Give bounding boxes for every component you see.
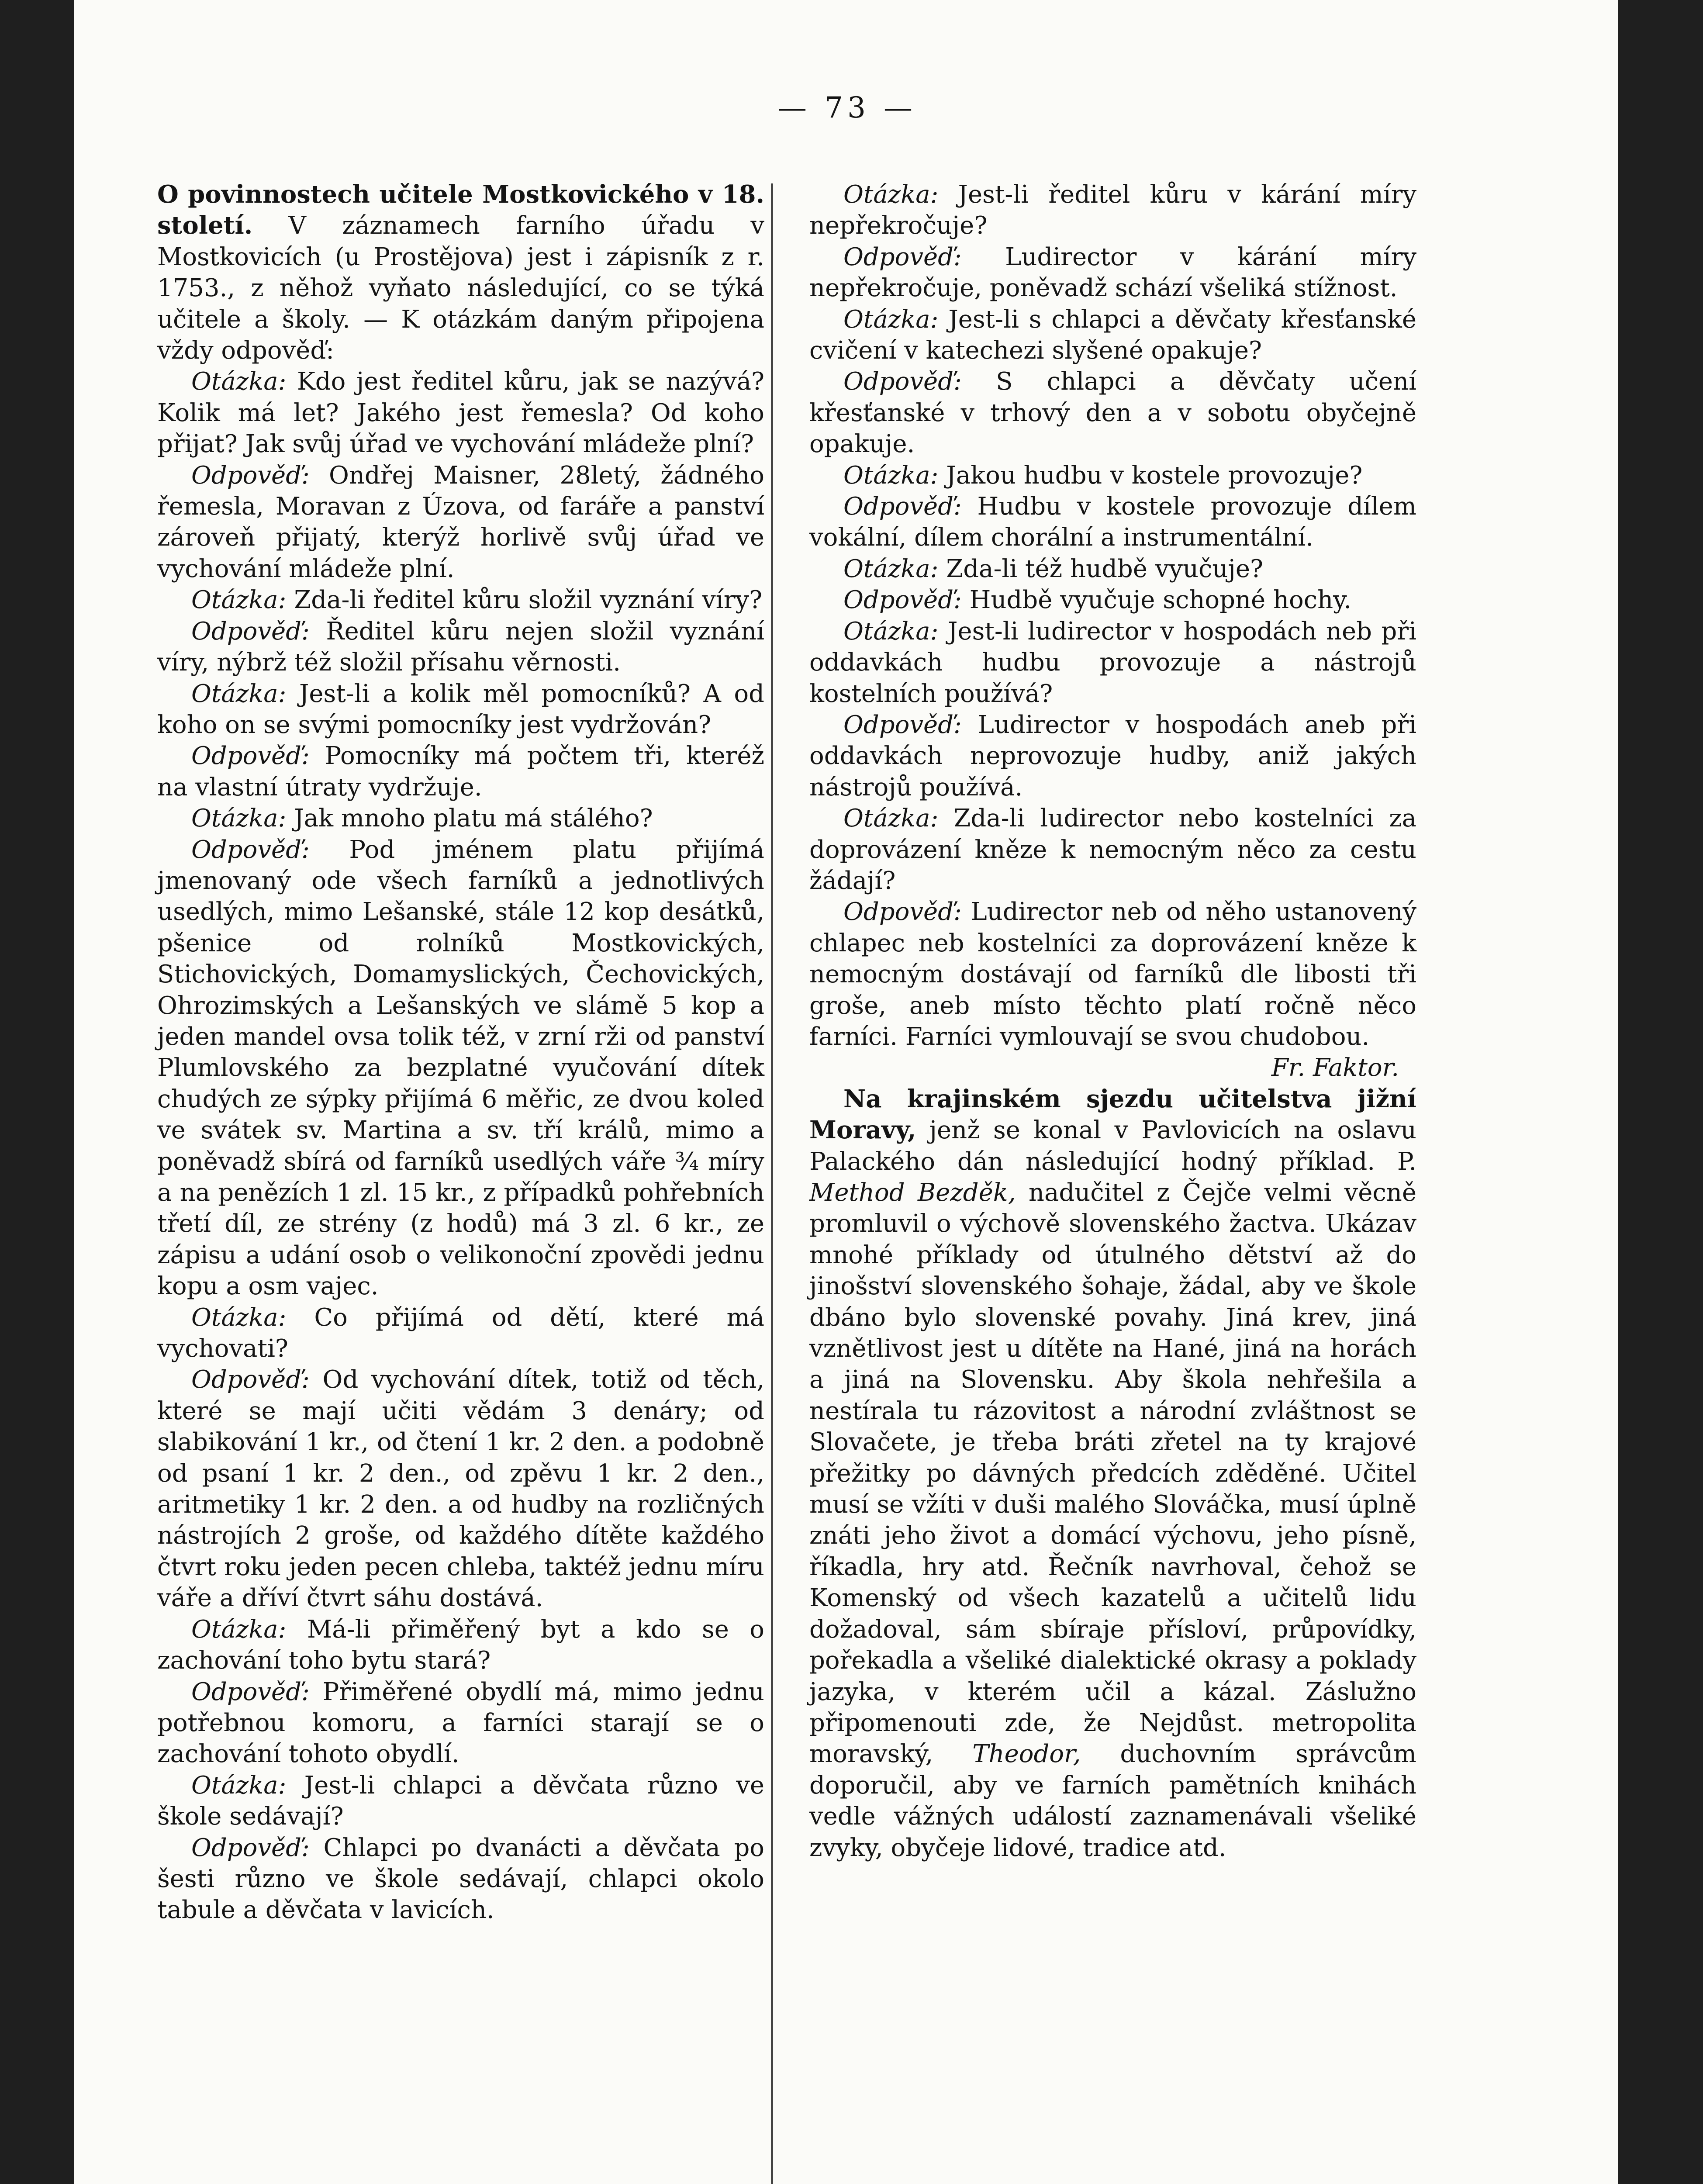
qa-paragraph <box>157 834 764 1302</box>
qa-paragraph <box>809 460 1416 491</box>
article-name-1: Method Bezděk, <box>809 1178 1016 1207</box>
article-name-2: Theodor, <box>972 1740 1081 1769</box>
qa-list-left <box>157 366 764 1925</box>
qa-paragraph <box>809 584 1416 615</box>
qa-text: Ludirector neb od něho ustanovený chlapec neb kostelníci za doprovázení kněze k nemocným dostávají od farníků dle libosti tři groše, aneb místo těchto platí ročně něco farníci. Farníci vymlouvají se svou chudobou. <box>809 898 1416 1051</box>
article-lead: Na krajinském sjezdu učitelstva jižní Moravy, <box>809 1084 1416 1145</box>
qa-paragraph <box>157 616 764 678</box>
qa-text: Má-li přiměřený byt a kdo se o zachování toho bytu stará? <box>157 1615 764 1675</box>
qa-paragraph <box>157 584 764 615</box>
section-intro-text: V záznamech farního úřadu v Mostkovicích (u Prostějova) jest i zápisník z r. 1753., z něhož vyňato následující, co se týká učitele a školy. — K otázkám daným připojena vždy odpověď: <box>157 211 764 365</box>
qa-label: Odpověď: <box>191 461 310 490</box>
qa-paragraph <box>157 1676 764 1770</box>
qa-label: Odpověď: <box>843 898 962 926</box>
qa-text: Jest-li ředitel kůru v kárání míry nepřekročuje? <box>809 180 1416 240</box>
qa-label: Otázka: <box>191 679 287 708</box>
qa-text: S chlapci a děvčaty učení křesťanské v trhový den a v sobotu obyčejně opakuje. <box>809 367 1416 459</box>
qa-text: Přiměřené obydlí má, mimo jednu potřebnou komoru, a farníci starají se o zachování tohoto obydlí. <box>157 1677 764 1769</box>
qa-label: Odpověď: <box>191 1677 310 1706</box>
qa-text: Zda-li též hudbě vyučuje? <box>938 554 1264 583</box>
qa-text: Zda-li ludirector nebo kostelníci za doprovázení kněze k nemocným něco za cestu žádají? <box>809 804 1416 895</box>
qa-paragraph <box>809 616 1416 709</box>
qa-paragraph <box>157 366 764 460</box>
qa-label: Odpověď: <box>191 835 310 864</box>
qa-paragraph <box>809 366 1416 460</box>
qa-label: Odpověď: <box>843 710 962 739</box>
qa-paragraph <box>157 1770 764 1832</box>
book-page <box>74 0 1618 2184</box>
qa-paragraph <box>809 242 1416 304</box>
qa-paragraph <box>157 1614 764 1676</box>
column-divider <box>771 183 773 2184</box>
qa-paragraph <box>809 709 1416 803</box>
left-column <box>157 179 764 1926</box>
qa-text: Kdo jest ředitel kůru, jak se nazývá? Kolik má let? Jakého jest řemesla? Od koho přijat? Jak svůj úřad ve vychování mládeže plní? <box>157 367 764 459</box>
right-column <box>809 179 1416 1863</box>
qa-label: Otázka: <box>843 461 939 490</box>
qa-label: Odpověď: <box>191 1365 310 1394</box>
qa-paragraph <box>809 304 1416 366</box>
qa-label: Otázka: <box>843 804 939 833</box>
qa-text: Ředitel kůru nejen složil vyznání víry, nýbrž též složil přísahu věrnosti. <box>157 617 764 677</box>
qa-text: Jest-li s chlapci a děvčaty křesťanské cvičení v katechezi slyšené opakuje? <box>809 305 1416 365</box>
qa-text: Hudbě vyučuje schopné hochy. <box>961 586 1352 615</box>
qa-text: Pod jménem platu přijímá jmenovaný ode všech farníků a jednotlivých usedlých, mimo Lešanské, stále 12 kop desátků, pšenice od rolníků Mostkovických, Stichovických, Domamyslických, Čechovických, Ohrozimských a Lešanských ve slámě 5 kop a jeden mandel ovsa tolik též, v zrní rži od panství Plumlovského za bezplatné vyučování dítek chudých ze sýpky přijímá 6 měřic, ze dvou koled ve svátek sv. Martina a sv. tří králů, mimo a poněvadž sbírá od farníků usedlých váře ¾ míry a na penězích 1 zl. 15 kr., z případků pohřebních třetí díl, ze strény (z hodů) má 3 zl. 6 kr., ze zápisu a udání osob o velikonoční zpovědi jednu kopu a osm vajec. <box>157 835 764 1301</box>
qa-text: Chlapci po dvanácti a děvčata po šesti různo ve škole sedávají, chlapci okolo tabule a děvčata v lavicích. <box>157 1833 764 1925</box>
qa-label: Otázka: <box>191 367 287 396</box>
qa-paragraph <box>809 803 1416 896</box>
qa-label: Otázka: <box>191 1615 287 1644</box>
qa-label: Otázka: <box>843 554 939 583</box>
article-text-1: jenž se konal v Pavlovicích na oslavu Palackého dán následující hodný příklad. P. <box>809 1116 1416 1176</box>
author-signature: Fr. Faktor. <box>1271 1054 1399 1082</box>
qa-paragraph <box>157 740 764 803</box>
qa-text: Jakou hudbu v kostele provozuje? <box>938 461 1363 490</box>
qa-paragraph <box>157 678 764 741</box>
section-intro <box>157 179 764 366</box>
qa-label: Otázka: <box>191 804 287 833</box>
qa-paragraph <box>809 896 1416 1052</box>
qa-label: Otázka: <box>191 1771 287 1800</box>
article-text-3: duchovním správcům doporučil, aby ve farních pamětních knihách vedle vážných událostí zaznamenávali všeliké zvyky, obyčeje lidové, tradice atd. <box>809 1740 1416 1862</box>
qa-paragraph <box>157 803 764 834</box>
qa-text: Jest-li a kolik měl pomocníků? A od koho on se svými pomocníky jest vydržován? <box>157 679 764 739</box>
qa-label: Otázka: <box>843 305 939 334</box>
qa-label: Otázka: <box>191 1303 287 1332</box>
page-number: — 73 — <box>778 91 917 124</box>
qa-text: Co přijímá od dětí, které má vychovati? <box>157 1303 764 1363</box>
article-text-2: nadučitel z Čejče velmi věcně promluvil o výchově slovenského žactva. Ukázav mnohé příklady od útulného dětství až do jinošství slovenského šohaje, žádal, aby ve škole dbáno bylo slovenské povahy. Jiná krev, jiná vznětlivost jest u dítěte na Hané, jiná na horách a jiná na Slovensku. Aby škola nehřešila a nestírala tu rázovitost a národní zvláštnost se Slovačete, je třeba bráti zřetel na ty krajové přežitky po dávných předcích zděděné. Učitel musí se vžíti v duši malého Slováčka, musí úplně znáti jeho život a domácí výchovu, jeho písně, říkadla, hry atd. Řečník navrhoval, čehož se Komenský od všech kazatelů a učitelů lidu dožadoval, sám sbíraje přísloví, průpovídky, pořekadla a všeliké dialektické okrasy a poklady jazyka, v kterém učil a kázal. Záslužno připomenouti zde, že Nejdůst. metropolita moravský, <box>809 1178 1416 1769</box>
qa-label: Odpověď: <box>843 242 962 271</box>
qa-label: Odpověď: <box>191 1833 310 1862</box>
qa-paragraph <box>157 1302 764 1365</box>
qa-paragraph <box>157 1364 764 1614</box>
qa-text: Ludirector v kárání míry nepřekročuje, poněvadž schází všeliká stížnost. <box>809 242 1416 303</box>
qa-label: Odpověď: <box>191 617 310 646</box>
qa-paragraph <box>809 179 1416 242</box>
section-title: O povinnostech učitele Mostkovického v 18. století. <box>157 180 764 240</box>
qa-label: Otázka: <box>843 180 939 209</box>
qa-text: Ludirector v hospodách aneb při oddavkách neprovozuje hudby, aniž jakých nástrojů používá. <box>809 710 1416 802</box>
article-paragraph <box>809 1084 1416 1863</box>
qa-text: Ondřej Maisner, 28letý, žádného řemesla, Moravan z Úzova, od faráře a panství zároveň přijatý, kterýž horlivě svůj úřad ve vychování mládeže plní. <box>157 461 764 583</box>
qa-text: Pomocníky má počtem tři, kteréž na vlastní útraty vydržuje. <box>157 742 764 802</box>
qa-label: Odpověď: <box>843 367 962 396</box>
qa-label: Odpověď: <box>191 742 310 771</box>
qa-label: Otázka: <box>843 617 939 646</box>
qa-list-right <box>809 179 1416 1052</box>
qa-text: Jest-li ludirector v hospodách neb při oddavkách hudbu provozuje a nástrojů kostelních používá? <box>809 617 1416 708</box>
qa-text: Od vychování dítek, totiž od těch, které se mají učiti vědám 3 denáry; od slabikování 1 kr., od čtení 1 kr. 2 den. a podobně od psaní 1 kr. 2 den., od zpěvu 1 kr. 2 den., aritmetiky 1 kr. 2 den. a od hudby na rozličných nástrojích 2 groše, od každého dítěte každého čtvrt roku jeden pecen chleba, taktéž jednu míru váře a dříví čtvrt sáhu dostává. <box>157 1365 764 1613</box>
qa-text: Jest-li chlapci a děvčata různo ve škole sedávají? <box>157 1771 764 1831</box>
qa-label: Odpověď: <box>843 586 962 615</box>
qa-label: Odpověď: <box>843 492 962 521</box>
qa-text: Zda-li ředitel kůru složil vyznání víry? <box>286 586 763 615</box>
qa-paragraph <box>157 1832 764 1926</box>
qa-paragraph <box>157 460 764 585</box>
qa-paragraph <box>809 491 1416 553</box>
qa-label: Otázka: <box>191 586 287 615</box>
qa-paragraph <box>809 553 1416 584</box>
qa-text: Hudbu v kostele provozuje dílem vokální, dílem chorální a instrumentální. <box>809 492 1416 552</box>
qa-text: Jak mnoho platu má stálého? <box>286 804 653 833</box>
